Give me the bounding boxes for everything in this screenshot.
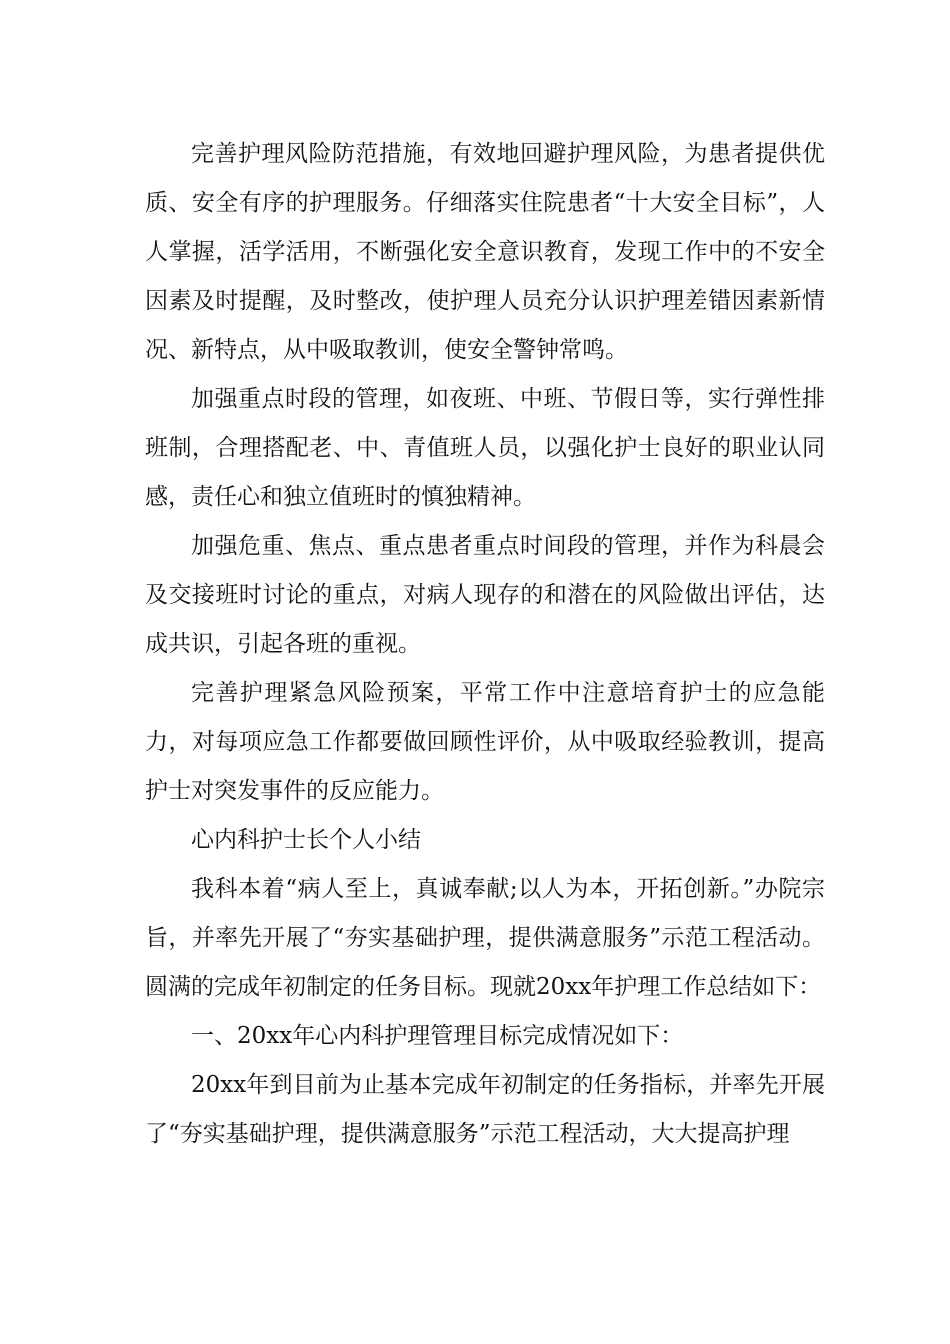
paragraph-emergency-plan: 完善护理紧急风险预案，平常工作中注意培育护士的应急能力，对每项应急工作都要做回顾性评价，从中吸取经验教训，提高护士对突发事件的反应能力。 [145, 680, 825, 804]
paragraph-section-one-title: 一、20xx年心内科护理管理目标完成情况如下： [191, 1023, 684, 1049]
section-heading: 心内科护士长个人小结 [191, 827, 421, 853]
document-body [145, 130, 825, 1159]
paragraph-risk-prevention: 完善护理风险防范措施，有效地回避护理风险，为患者提供优质、安全有序的护理服务。仔细落实住院患者“十大安全目标”，人人掌握，活学活用，不断强化安全意识教育，发现工作中的不安全因素及时提醒，及时整改，使护理人员充分认识护理差错因素新情况、新特点，从中吸取教训，使安全警钟常鸣。 [145, 141, 825, 363]
paragraph-department-summary: 我科本着“病人至上，真诚奉献;以人为本，开拓创新。”办院宗旨，并率先开展了“夯实基础护理，提供满意服务”示范工程活动。圆满的完成年初制定的任务目标。现就20xx年护理工作总结如下： [145, 876, 825, 1000]
paragraph-critical-patients: 加强危重、焦点、重点患者重点时间段的管理，并作为科晨会及交接班时讨论的重点，对病人现存的和潜在的风险做出评估，达成共识，引起各班的重视。 [145, 533, 825, 657]
paragraph-section-one-body: 20xx年到目前为止基本完成年初制定的任务指标，并率先开展了“夯实基础护理，提供满意服务”示范工程活动，大大提高护理 [145, 1072, 825, 1147]
paragraph-key-periods: 加强重点时段的管理，如夜班、中班、节假日等，实行弹性排班制，合理搭配老、中、青值班人员，以强化护士良好的职业认同感，责任心和独立值班时的慎独精神。 [145, 386, 825, 510]
